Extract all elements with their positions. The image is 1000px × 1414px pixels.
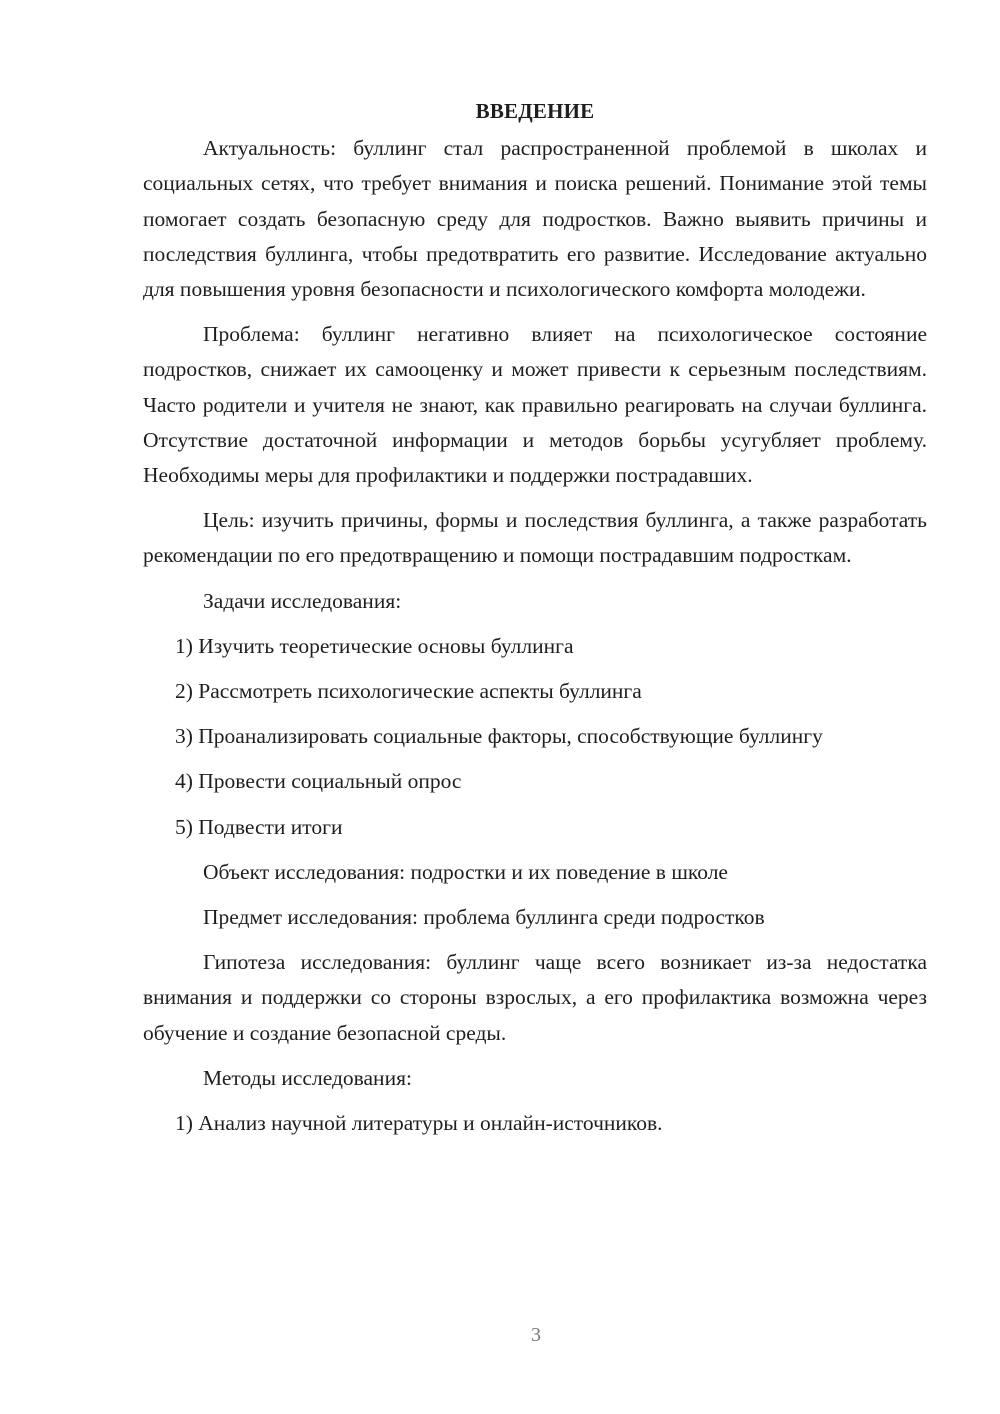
object-line: Объект исследования: подростки и их поведение в школе (203, 859, 728, 884)
task-item: 2) Рассмотреть психологические аспекты буллинга (175, 679, 642, 704)
section-title: ВВЕДЕНИЕ (475, 99, 595, 123)
task-item: 5) Подвести итоги (175, 814, 343, 839)
page-number: 3 (531, 1324, 541, 1346)
subject-line: Предмет исследования: проблема буллинга среди подростков (203, 905, 765, 930)
hypothesis-paragraph: Гипотеза исследования: буллинг чаще всего возникает из-за недостатка внимания и поддержки со стороны взрослых, а его профилактика возможна через обучение и создание безопасной среды. (143, 950, 927, 1045)
methods-heading: Методы исследования: (203, 1065, 412, 1090)
task-item: 3) Проанализировать социальные факторы, способствующие буллингу (175, 724, 823, 749)
tasks-heading: Задачи исследования: (203, 588, 402, 613)
problem-paragraph: Проблема: буллинг негативно влияет на психологическое состояние подростков, снижает их самооценку и может привести к серьезным последствиям. Часто родители и учителя не знают, как правильно реагировать на случаи буллинга. Отсутствие достаточной информации и методов борьбы усугубляет проблему. Необходимы меры для профилактики и поддержки пострадавших. (143, 322, 927, 488)
task-item: 4) Провести социальный опрос (175, 769, 462, 794)
relevance-paragraph: Актуальность: буллинг стал распространенной проблемой в школах и социальных сетях, что требует внимания и поиска решений. Понимание этой темы помогает создать безопасную среду для подростков. Важно выявить причины и последствия буллинга, чтобы предотвратить его развитие. Исследование актуально для повышения уровня безопасности и психологического комфорта молодежи. (143, 136, 927, 302)
task-item: 1) Изучить теоретические основы буллинга (175, 633, 574, 658)
goal-paragraph: Цель: изучить причины, формы и последствия буллинга, а также разработать рекомендации по его предотвращению и помощи пострадавшим подросткам. (143, 508, 927, 568)
method-item: 1) Анализ научной литературы и онлайн-источников. (175, 1111, 663, 1136)
page-content (143, 94, 927, 1151)
